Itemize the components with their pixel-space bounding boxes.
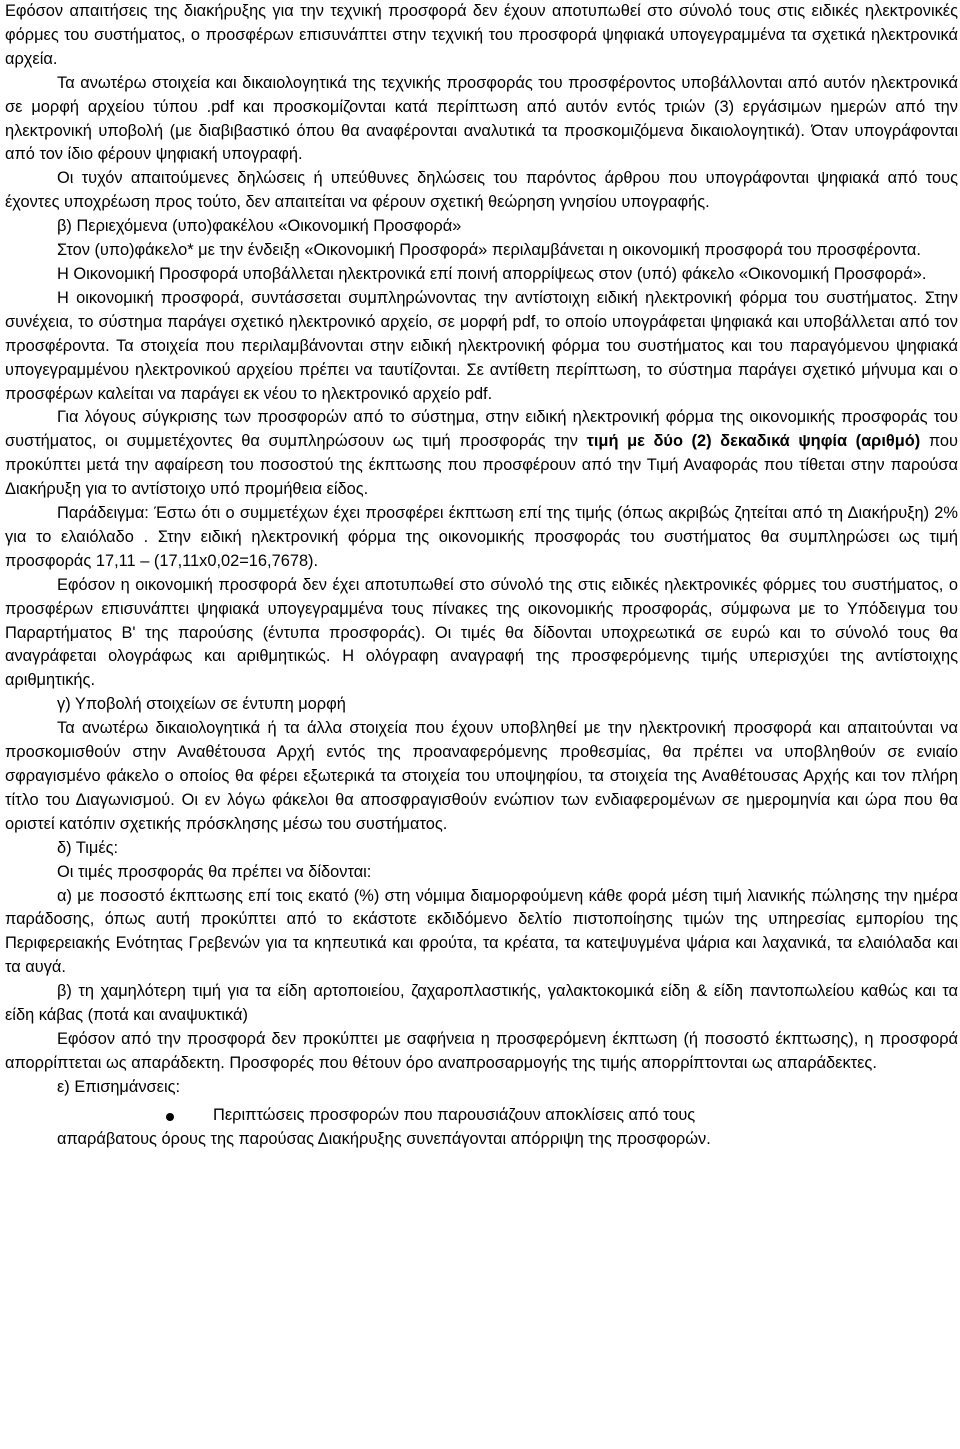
paragraph: Τα ανωτέρω στοιχεία και δικαιολογητικά της τεχνικής προσφοράς του προσφέροντος υποβάλλονται από αυτόν ηλεκτρονικά σε μορφή αρχείου τύπου .pdf και προσκομίζονται κατά περίπτωση από αυτόν εντός τριών (3) εργάσιμων ημερών από την ηλεκτρονική υποβολή (με διαβιβαστικό όπου θα αναφέρονται αναλυτικά τα προσκομιζόμενα δικαιολογητικά). Όταν υπογράφονται από τον ίδιο φέρουν ψηφιακή υπογραφή. xyxy=(5,73,958,164)
bullet-text: Περιπτώσεις προσφορών που παρουσιάζουν αποκλίσεις από τους xyxy=(213,1105,696,1124)
section-heading: β) Περιεχόμενα (υπο)φακέλου «Οικονομική Προσφορά» xyxy=(57,217,462,236)
paragraph: α) με ποσοστό έκπτωσης επί τοις εκατό (%) στη νόμιμα διαμορφούμενη κάθε φορά μέση τιμή λιανικής πώλησης την ημέρα παράδοσης, όπως αυτή προκύπτει από το εκάστοτε εκδιδόμενο δελτίο πιστοποίησης τιμών της υπηρεσίας εμπορίου της Περιφερειακής Ενότητας Γρεβενών για τα κηπευτικά και φρούτα, τα κρέατα, τα κατεψυγμένα ψάρια και λαχανικά, τα ελαιόλαδα και τα αυγά. xyxy=(5,886,958,977)
paragraph: Τα ανωτέρω δικαιολογητικά ή τα άλλα στοιχεία που έχουν υποβληθεί με την ηλεκτρονική προσφορά και απαιτούνται να προσκομισθούν στην Αναθέτουσα Αρχή εντός της προαναφερόμενης προθεσμίας, θα πρέπει να υποβληθούν σε ενιαίο σφραγισμένο φάκελο ο οποίος θα φέρει εξωτερικά τα στοιχεία του υποψηφίου, τα στοιχεία της Αναθέτουσας Αρχής και τον πλήρη τίτλο του Διαγωνισμού. Οι εν λόγω φάκελοι θα αποσφραγισθούν ενώπιον των ενδιαφερομένων σε ημερομηνία και ώρα που θα οριστεί κατόπιν σχετικής πρόσκλησης μέσω του συστήματος. xyxy=(5,719,958,833)
paragraph: Οι τυχόν απαιτούμενες δηλώσεις ή υπεύθυνες δηλώσεις του παρόντος άρθρου που υπογράφονται ψηφιακά από τους έχοντες υποχρέωση προς τούτο, δεν απαιτείται να φέρουν σχετική θεώρηση γνησίου υπογραφής. xyxy=(5,169,958,212)
paragraph: Η οικονομική προσφορά, συντάσσεται συμπληρώνοντας την αντίστοιχη ειδική ηλεκτρονική φόρμα του συστήματος. Στην συνέχεια, το σύστημα παράγει σχετικό ηλεκτρονικό αρχείο, σε μορφή pdf, το οποίο υπογράφεται ψηφιακά και υποβάλλεται από τον προσφέροντα. Τα στοιχεία που περιλαμβάνονται στην ειδική ηλεκτρονική φόρμα του συστήματος και του παραγόμενου ψηφιακά υπογεγραμμένου ηλεκτρονικού αρχείου πρέπει να ταυτίζονται. Σε αντίθετη περίπτωση, το σύστημα παράγει σχετικό μήνυμα και ο προσφέρων καλείται να παράγει εκ νέου το ηλεκτρονικό αρχείο pdf. xyxy=(5,288,958,403)
bullet-item xyxy=(5,1104,958,1128)
paragraph: β) τη χαμηλότερη τιμή για τα είδη αρτοποιείου, ζαχαροπλαστικής, γαλακτοκομικά είδη & είδη παντοπωλείου καθώς και τα είδη κάβας (ποτά και αναψυκτικά) xyxy=(5,982,958,1025)
paragraph: Στον (υπο)φάκελο* με την ένδειξη «Οικονομική Προσφορά» περιλαμβάνεται η οικονομική προσφορά του προσφέροντα. xyxy=(57,241,921,260)
bullet-dot-icon xyxy=(166,1113,174,1121)
paragraph-price-rule xyxy=(5,406,958,502)
section-heading: δ) Τιμές: xyxy=(57,838,119,857)
section-heading: ε) Επισημάνσεις: xyxy=(57,1077,181,1096)
paragraph: Οι τιμές προσφοράς θα πρέπει να δίδονται: xyxy=(57,862,372,881)
paragraph: Εφόσον απαιτήσεις της διακήρυξης για την τεχνική προσφορά δεν έχουν αποτυπωθεί στο σύνολό τους στις ειδικές ηλεκτρονικές φόρμες του συστήματος, ο προσφέρων επισυνάπτει στην τεχνική του προσφορά ψηφιακά υπογεγραμμένα τα σχετικά ηλεκτρονικά αρχεία. xyxy=(5,2,958,68)
price-text-before: Για λόγους σύγκρισης των προσφορών από το σύστημα, στην ειδική ηλεκτρονική φόρμα της οικονομικής προσφοράς του συστήματος, οι συμμετέχοντες θα συμπληρώσουν ως τιμή προσφοράς την xyxy=(5,408,958,451)
paragraph: Εφόσον η οικονομική προσφορά δεν έχει αποτυπωθεί στο σύνολό της στις ειδικές ηλεκτρονικές φόρμες του συστήματος, ο προσφέρων επισυνάπτει ψηφιακά υπογεγραμμένα τους πίνακες της οικονομικής προσφοράς, σύμφωνα με το Υπόδειγμα του Παραρτήματος Β' της παρούσης (έντυπα προσφοράς). Οι τιμές θα δίδονται υποχρεωτικά σε ευρώ και το σύνολό τους θα αναγράφεται ολογράφως και αριθμητικώς. Η ολόγραφη αναγραφή της προσφερόμενης τιμής υπερισχύει της αντίστοιχης αριθμητικής. xyxy=(5,575,958,690)
paragraph: Εφόσον από την προσφορά δεν προκύπτει με σαφήνεια η προσφερόμενη έκπτωση (ή ποσοστό έκπτωσης), η προσφορά απορρίπτεται ως απαράδεκτη. Προσφορές που θέτουν όρο αναπροσαρμογής της τιμής απορρίπτονται ως απαράδεκτες. xyxy=(5,1029,958,1072)
paragraph: Η Οικονομική Προσφορά υποβάλλεται ηλεκτρονικά επί ποινή απορρίψεως στον (υπό) φάκελο «Οικονομική Προσφορά». xyxy=(57,264,927,283)
price-text-bold: τιμή με δύο (2) δεκαδικά ψηφία (αριθμό) xyxy=(586,432,921,451)
price-text-after: που προκύπτει μετά την αφαίρεση του ποσοστού της έκπτωσης που προσφέρουν από την Τιμή Αναφοράς που τίθεται στην παρούσα Διακήρυξη για το αντίστοιχο υπό προμήθεια είδος. xyxy=(5,432,959,499)
bullet-continuation: απαράβατους όρους της παρούσας Διακήρυξης συνεπάγονται απόρριψη της προσφορών. xyxy=(57,1129,711,1148)
paragraph-example: Παράδειγμα: Έστω ότι ο συμμετέχων έχει προσφέρει έκπτωση επί της τιμής (όπως ακριβώς ζητείται από τη Διακήρυξη) 2% για το ελαιόλαδο . Στην ειδική ηλεκτρονική φόρμα της οικονομικής προσφοράς του συστήματος θα συμπληρώσει ως τιμή προσφοράς 17,11 – (17,11x0,02=16,7678). xyxy=(5,504,958,570)
section-heading: γ) Υποβολή στοιχείων σε έντυπη μορφή xyxy=(57,695,346,714)
